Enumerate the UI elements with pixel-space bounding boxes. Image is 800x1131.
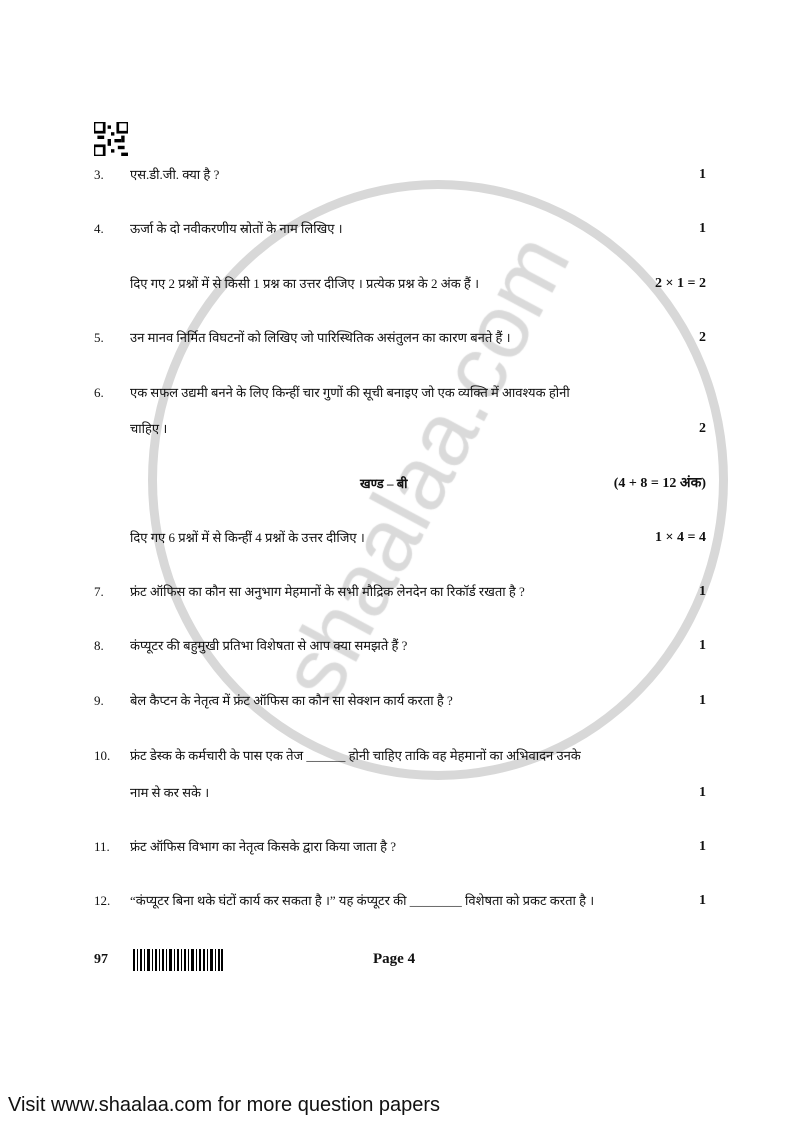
exam-page: 3. एस.डी.जी. क्या है ? 1 4. ऊर्जा के दो नवीकरणीय स्रोतों के नाम लिखिए । 1 दिए गए 2 प्रश्नों में से किसी 1 प्रश्न का उत्तर दीजिए । प्रत्येक प्रश्न के 2 अंक हैं । 2 × 1 = 2 5. उन मानव निर्मित विघटनों को लिखिए जो पारिस्थितिक असंतुलन का कारण बनते हैं । 2 6. एक सफल उद्यमी बनने के लिए किन्हीं चार गुणों की सूची बनाइए जो एक व्यक्ति में आवश्यक होनी चाहिए । 2 खण्ड – बी (4 + 8 = 12 अंक) दिए गए 6 प्रश्नों में से किन्हीं 4 प्रश्नों के उत्तर दीजिए । 1 × 4 = 4 7. फ्रंट ऑफिस का कौन सा अनुभाग मेहमानों के सभी मौद्रिक लेनदेन का रिकॉर्ड रखता है ? 1 8. कंप्यूटर की बहुमुखी प्रतिभा विशेषता से आप क्या समझते हैं ? 1 9. बेल कैप्टन के नेतृत्व में फ्रंट ऑफिस का कौन सा सेक्शन कार्य करता है ? 1 10. फ्रंट डेस्क के कर्मचारी के पास एक तेज ______ होनी चाहिए ताकि वह मेहमानों का अभिवादन उनके नाम से कर सके । 1 11. फ्रंट ऑफिस विभाग का नेतृत्व किसके द्वारा किया जाता है ? 1 12. “कंप्यूटर बिना थके घंटों कार्य कर सकता है ।” यह कंप्यूटर की ________ विशेषता को प्रकट करता है । 1 97 Page 4 Visit www.shaalaa.com for more question papers	[0, 0, 800, 1131]
paper-code: 97	[94, 952, 108, 967]
visit-shaalaa-link[interactable]: Visit www.shaalaa.com for more question papers	[8, 1094, 441, 1116]
qr-code-icon	[94, 122, 128, 156]
page-number: Page 4	[373, 951, 416, 967]
section-title: खण्ड – बी	[360, 476, 408, 491]
barcode-icon	[133, 949, 223, 971]
